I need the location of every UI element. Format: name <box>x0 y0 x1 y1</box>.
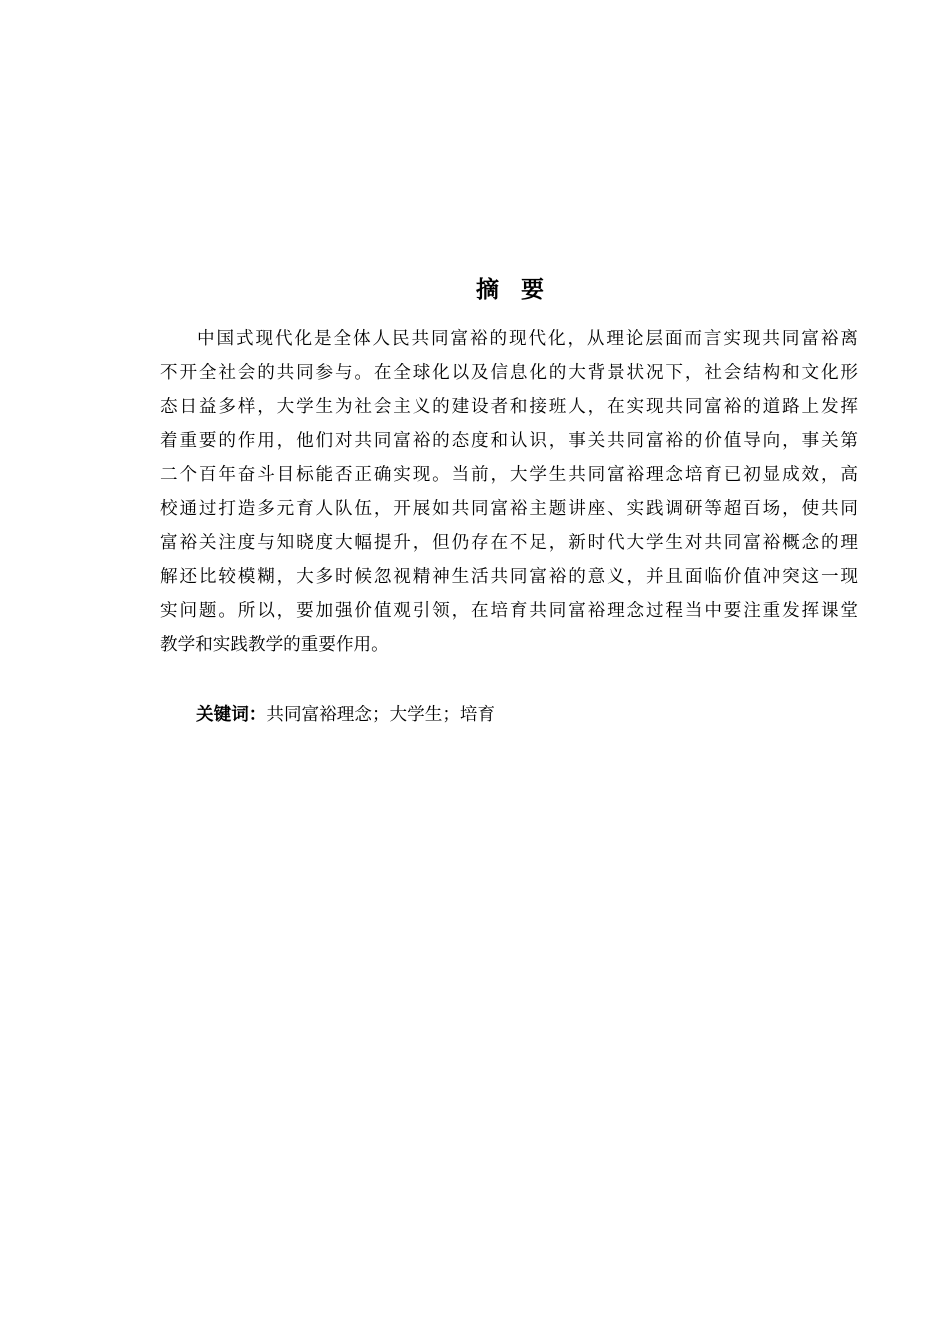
abstract-title <box>0 272 950 308</box>
keywords-label: 关键词： <box>196 705 267 725</box>
abstract-line-6: 校通过打造多元育人队伍，开展如共同富裕主题讲座、实践调研等超百场，使共同 <box>160 499 858 519</box>
abstract-line-7: 富裕关注度与知晓度大幅提升，但仍存在不足，新时代大学生对共同富裕概念的理 <box>160 533 858 553</box>
keywords-line <box>196 698 495 732</box>
abstract-title-char-2: 要 <box>521 277 544 303</box>
abstract-line-10: 教学和实践教学的重要作用。 <box>160 635 389 655</box>
keywords-text: 共同富裕理念；大学生；培育 <box>266 705 496 725</box>
abstract-line-5: 二个百年奋斗目标能否正确实现。当前，大学生共同富裕理念培育已初显成效，高 <box>160 465 858 485</box>
abstract-line-4: 着重要的作用，他们对共同富裕的态度和认识，事关共同富裕的价值导向，事关第 <box>160 431 858 451</box>
abstract-line-1: 中国式现代化是全体人民共同富裕的现代化，从理论层面而言实现共同富裕离 <box>197 329 858 349</box>
abstract-line-3: 态日益多样，大学生为社会主义的建设者和接班人，在实现共同富裕的道路上发挥 <box>160 397 858 417</box>
abstract-line-9: 实问题。所以，要加强价值观引领，在培育共同富裕理念过程当中要注重发挥课堂 <box>160 601 858 621</box>
abstract-body <box>160 322 858 662</box>
abstract-line-2: 不开全社会的共同参与。在全球化以及信息化的大背景状况下，社会结构和文化形 <box>160 363 858 383</box>
abstract-title-char-1: 摘 <box>476 277 499 303</box>
abstract-line-8: 解还比较模糊，大多时候忽视精神生活共同富裕的意义，并且面临价值冲突这一现 <box>160 567 858 587</box>
